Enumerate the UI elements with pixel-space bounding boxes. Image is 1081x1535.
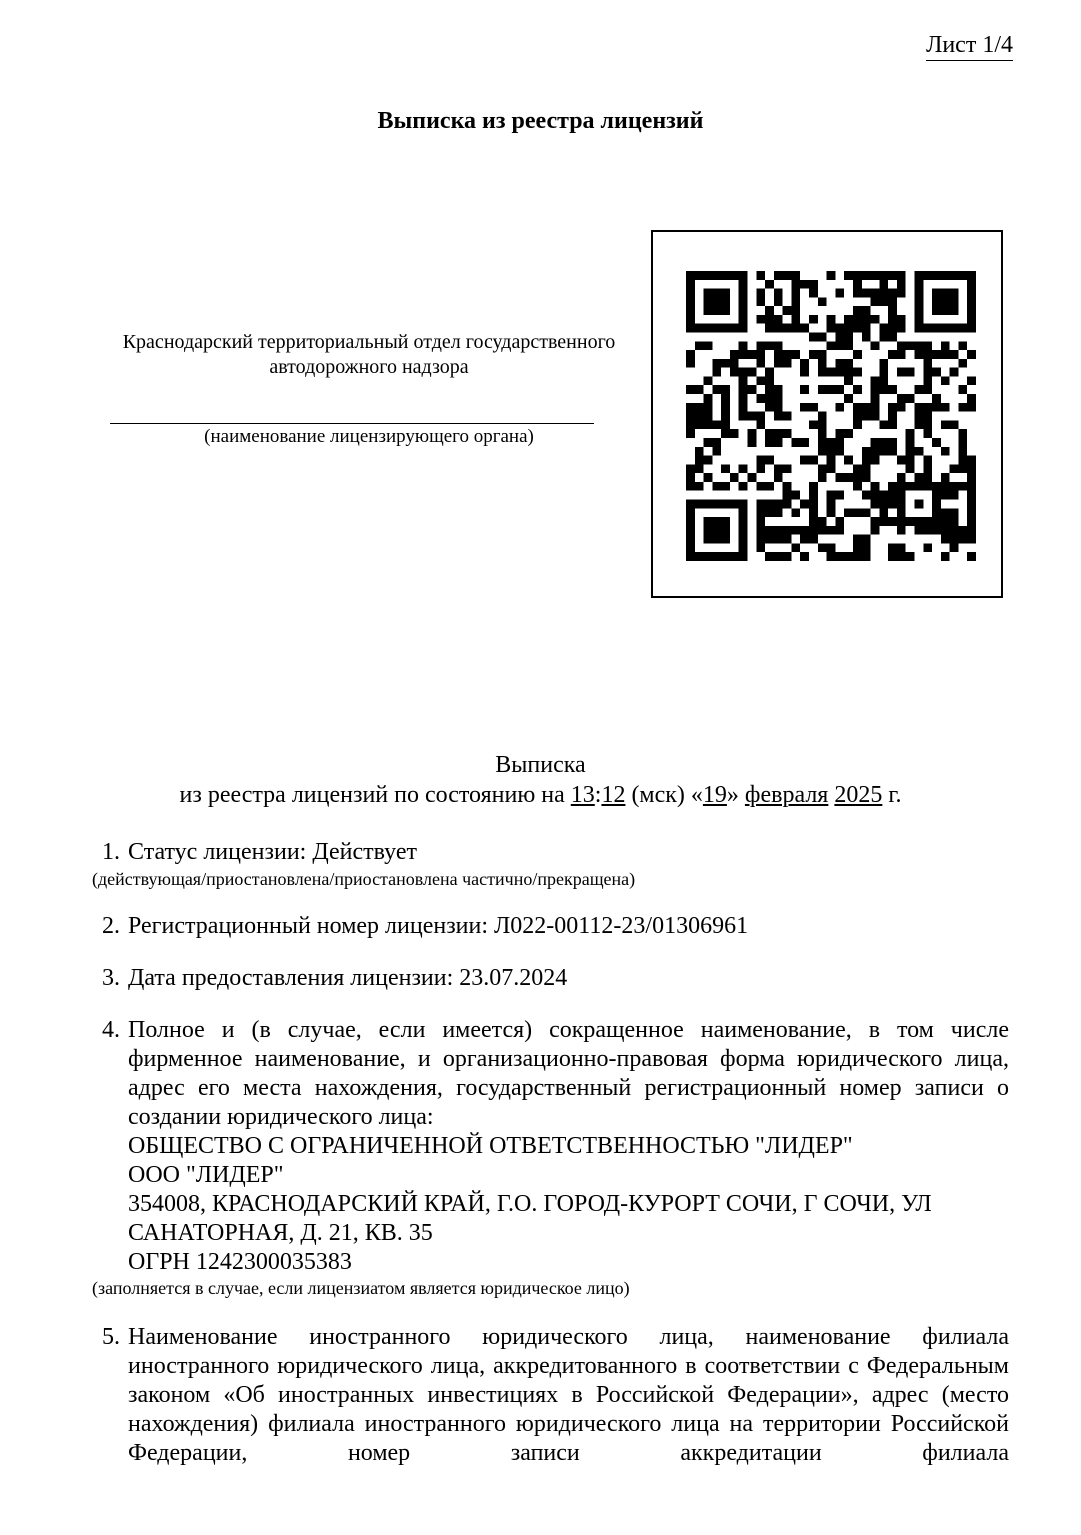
legal-entity-ogrn: ОГРН 1242300035383 (128, 1249, 352, 1275)
extract-minute: 12 (601, 782, 626, 808)
extract-hour: 13 (570, 782, 595, 808)
legal-entity-short-name: ООО "ЛИДЕР" (128, 1162, 284, 1188)
item-number: 4. (102, 1017, 120, 1043)
extract-year-suffix: г. (888, 782, 902, 808)
licensing-body-name: Краснодарский территориальный отдел государственного автодорожного надзора (122, 331, 616, 378)
extract-heading (0, 750, 1081, 810)
extract-colon: : (594, 782, 602, 808)
document-title: Выписка из реестра лицензий (377, 108, 704, 134)
extract-prefix: из реестра лицензий по состоянию на (179, 782, 565, 808)
qr-code-icon (686, 271, 976, 561)
extract-month: февраля (744, 782, 829, 808)
licensing-body-caption: (наименование лицензирующего органа) (204, 426, 534, 447)
extract-timezone: (мск) « (631, 782, 703, 808)
extract-date-line (0, 780, 1081, 810)
extract-title: Выписка (495, 752, 586, 778)
sheet-number: Лист 1/4 (926, 30, 1013, 61)
licensing-body-underline (110, 423, 594, 424)
qr-code-frame (651, 230, 1003, 598)
extract-day-close: » (726, 782, 739, 808)
item-number: 3. (102, 965, 120, 991)
status-text: Статус лицензии: Действует (128, 839, 417, 865)
legal-entity-description: Полное и (в случае, если имеется) сокращенное наименование, в том числе фирменное наименование, и организационно-правовая форма юридического лица, адрес его места нахождения, государственный регистрационный номер записи о создании юридического лица: (128, 1017, 1009, 1130)
foreign-entity-description: Наименование иностранного юридического лица, наименование филиала иностранного юридического лица, аккредитованного в соответствии с Федеральным законом «Об иностранных инвестициях в Российской Федерации», адрес (место нахождения) филиала иностранного юридического лица на территории Российской Федерации, номер записи аккредитации филиала (128, 1324, 1009, 1466)
item-registration-number (102, 912, 1009, 941)
legal-entity-caption: (заполняется в случае, если лицензиатом является юридическое лицо) (92, 1278, 630, 1298)
extract-year: 2025 (834, 782, 883, 808)
item-number: 2. (102, 913, 120, 939)
issue-date-text: Дата предоставления лицензии: 23.07.2024 (128, 965, 568, 991)
item-number: 1. (102, 839, 120, 865)
item-issue-date (102, 964, 1009, 993)
registration-number-text: Регистрационный номер лицензии: Л022-00112-23/01306961 (128, 913, 749, 939)
item-number: 5. (102, 1324, 120, 1350)
item-legal-entity (102, 1016, 1009, 1277)
legal-entity-address: 354008, КРАСНОДАРСКИЙ КРАЙ, Г.О. ГОРОД-КУРОРТ СОЧИ, Г СОЧИ, УЛ САНАТОРНАЯ, Д. 21, КВ. 35 (128, 1191, 932, 1246)
extract-day: 19 (702, 782, 727, 808)
item-foreign-entity (102, 1323, 1009, 1468)
status-caption: (действующая/приостановлена/приостановлена частично/прекращена) (92, 869, 636, 889)
item-status (102, 838, 1009, 867)
legal-entity-full-name: ОБЩЕСТВО С ОГРАНИЧЕННОЙ ОТВЕТСТВЕННОСТЬЮ "ЛИДЕР" (128, 1133, 853, 1159)
